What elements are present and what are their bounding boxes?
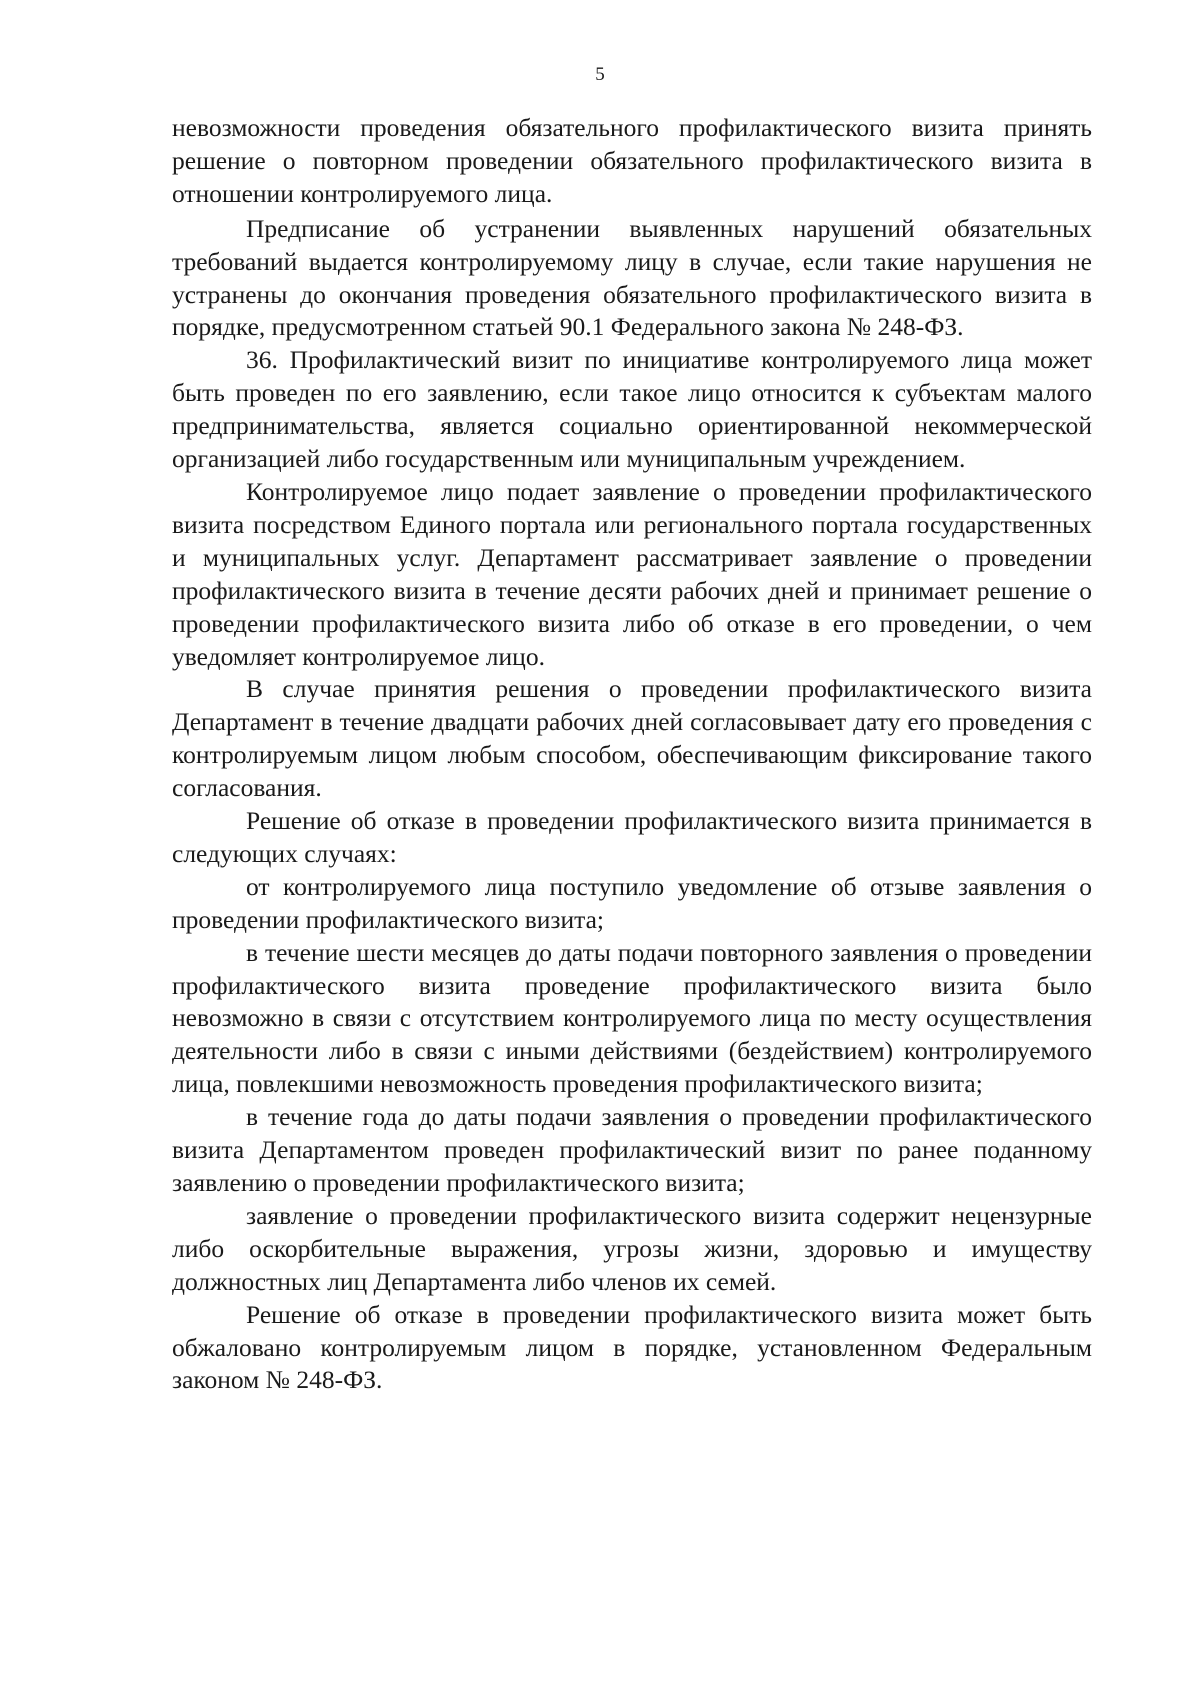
list-item-offensive: заявление о проведении профилактического визита содержит нецензурные либо оскорбительные выражения, угрозы жизни, здоровью и имуществу должностных лиц Департамента либо членов их семей.: [172, 1200, 1092, 1296]
paragraph-item-36: 36. Профилактический визит по инициативе контролируемого лица может быть проведен по его заявлению, если такое лицо относится к субъектам малого предпринимательства, является социально ориентированной некоммерческой организацией либо государственным или муниципальным учреждением.: [172, 345, 1092, 474]
paragraph-continuation: невозможности проведения обязательного профилактического визита принять решение о повторном проведении обязательного профилактического визита в отношении контролируемого лица.: [172, 113, 1092, 208]
list-item-withdrawal: от контролируемого лица поступило уведомление об отзыве заявления о проведении профилактического визита;: [172, 871, 1092, 934]
list-item-six-months: в течение шести месяцев до даты подачи повторного заявления о проведении профилактического визита проведение профилактического визита было невозможно в связи с отсутствием контролируемого лица по месту осуществления деятельности либо в связи с иными действиями (бездействием) контролируемого лица, повлекшими невозможность проведения профилактического визита;: [172, 937, 1092, 1099]
page-number: 5: [595, 64, 605, 85]
paragraph-prescription: Предписание об устранении выявленных нарушений обязательных требований выдается контролируемому лицу в случае, если такие нарушения не устранены до окончания проведения обязательного профилактического визита в порядке, предусмотренном статьей 90.1 Федерального закона № 248-ФЗ.: [172, 213, 1092, 342]
paragraph-refusal-cases: Решение об отказе в проведении профилактического визита принимается в следующих случаях:: [172, 806, 1092, 868]
document-body: [172, 112, 1092, 1397]
paragraph-date-agreement: В случае принятия решения о проведении профилактического визита Департамент в течение двадцати рабочих дней согласовывает дату его проведения с контролируемым лицом любым способом, обеспечивающим фиксирование такого согласования.: [172, 674, 1092, 803]
list-item-within-year: в течение года до даты подачи заявления о проведении профилактического визита Департаментом проведен профилактический визит по ранее поданному заявлению о проведении профилактического визита;: [172, 1102, 1092, 1197]
paragraph-application-submission: Контролируемое лицо подает заявление о проведении профилактического визита посредством Единого портала или регионального портала государственных и муниципальных услуг. Департамент рассматривает заявление о проведении профилактического визита в течение десяти рабочих дней и принимает решение о проведении профилактического визита либо об отказе в его проведении, о чем уведомляет контролируемое лицо.: [172, 476, 1092, 671]
paragraph-appeal: Решение об отказе в проведении профилактического визита может быть обжаловано контролируемым лицом в порядке, установленном Федеральным законом № 248-ФЗ.: [172, 1299, 1092, 1395]
